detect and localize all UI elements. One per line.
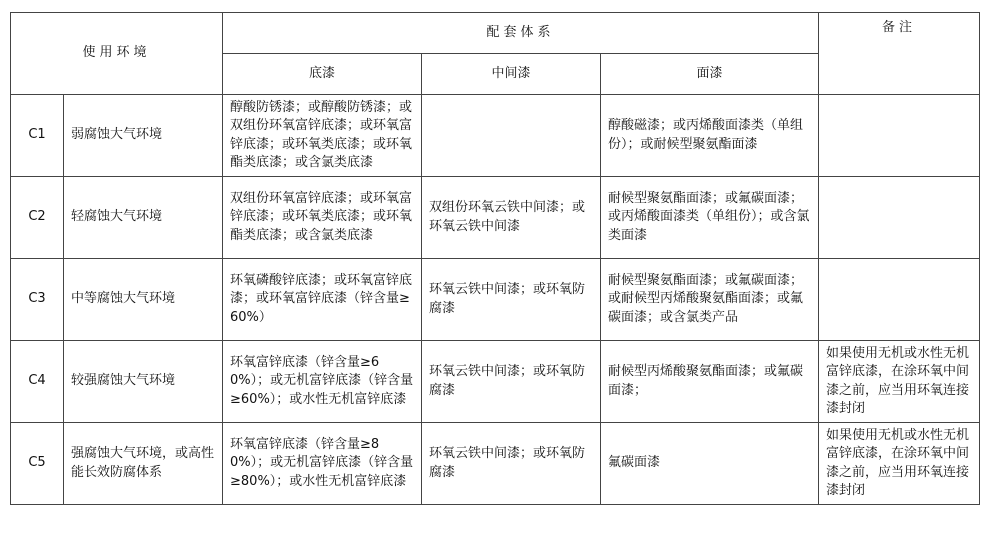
row-remarks (819, 259, 980, 341)
row-code: C1 (11, 95, 64, 177)
row-code: C4 (11, 341, 64, 423)
row-intermediate: 环氧云铁中间漆；或环氧防腐漆 (422, 423, 601, 505)
table-row (11, 259, 980, 341)
header-remarks: 备注 (819, 13, 980, 95)
row-remarks (819, 177, 980, 259)
header-intermediate: 中间漆 (422, 54, 601, 95)
header-system: 配套体系 (223, 13, 819, 54)
table-row (11, 177, 980, 259)
header-primer: 底漆 (223, 54, 422, 95)
row-topcoat: 氟碳面漆 (601, 423, 819, 505)
row-primer: 双组份环氧富锌底漆；或环氧富锌底漆；或环氧类底漆；或环氧酯类底漆；或含氯类底漆 (223, 177, 422, 259)
row-primer: 环氧磷酸锌底漆；或环氧富锌底漆；或环氧富锌底漆（锌含量≥60%） (223, 259, 422, 341)
row-code: C3 (11, 259, 64, 341)
row-remarks (819, 95, 980, 177)
row-environment: 弱腐蚀大气环境 (64, 95, 223, 177)
table-row (11, 423, 980, 505)
row-remarks: 如果使用无机或水性无机富锌底漆，在涂环氧中间漆之前，应当用环氧连接漆封闭 (819, 341, 980, 423)
row-environment: 中等腐蚀大气环境 (64, 259, 223, 341)
row-intermediate: 双组份环氧云铁中间漆；或环氧云铁中间漆 (422, 177, 601, 259)
row-topcoat: 醇酸磁漆；或丙烯酸面漆类（单组份）；或耐候型聚氨酯面漆 (601, 95, 819, 177)
row-primer: 环氧富锌底漆（锌含量≥60%）；或无机富锌底漆（锌含量≥60%）；或水性无机富锌底漆 (223, 341, 422, 423)
table-row (11, 95, 980, 177)
table-row (11, 341, 980, 423)
row-code: C5 (11, 423, 64, 505)
row-primer: 醇酸防锈漆；或醇酸防锈漆；或双组份环氧富锌底漆；或环氧富锌底漆；或环氧类底漆；或环氧酯类底漆；或含氯类底漆 (223, 95, 422, 177)
row-intermediate: 环氧云铁中间漆；或环氧防腐漆 (422, 259, 601, 341)
row-remarks: 如果使用无机或水性无机富锌底漆，在涂环氧中间漆之前，应当用环氧连接漆封闭 (819, 423, 980, 505)
row-intermediate (422, 95, 601, 177)
row-environment: 强腐蚀大气环境，或高性能长效防腐体系 (64, 423, 223, 505)
header-topcoat: 面漆 (601, 54, 819, 95)
row-code: C2 (11, 177, 64, 259)
row-intermediate: 环氧云铁中间漆；或环氧防腐漆 (422, 341, 601, 423)
coating-system-table (10, 12, 980, 505)
row-topcoat: 耐候型丙烯酸聚氨酯面漆；或氟碳面漆； (601, 341, 819, 423)
row-topcoat: 耐候型聚氨酯面漆；或氟碳面漆；或耐候型丙烯酸聚氨酯面漆；或氟碳面漆；或含氯类产品 (601, 259, 819, 341)
row-topcoat: 耐候型聚氨酯面漆；或氟碳面漆；或丙烯酸面漆类（单组份）；或含氯类面漆 (601, 177, 819, 259)
row-primer: 环氧富锌底漆（锌含量≥80%）；或无机富锌底漆（锌含量≥80%）；或水性无机富锌底漆 (223, 423, 422, 505)
header-environment: 使用环境 (11, 13, 223, 95)
row-environment: 轻腐蚀大气环境 (64, 177, 223, 259)
header-row-1 (11, 13, 980, 54)
row-environment: 较强腐蚀大气环境 (64, 341, 223, 423)
